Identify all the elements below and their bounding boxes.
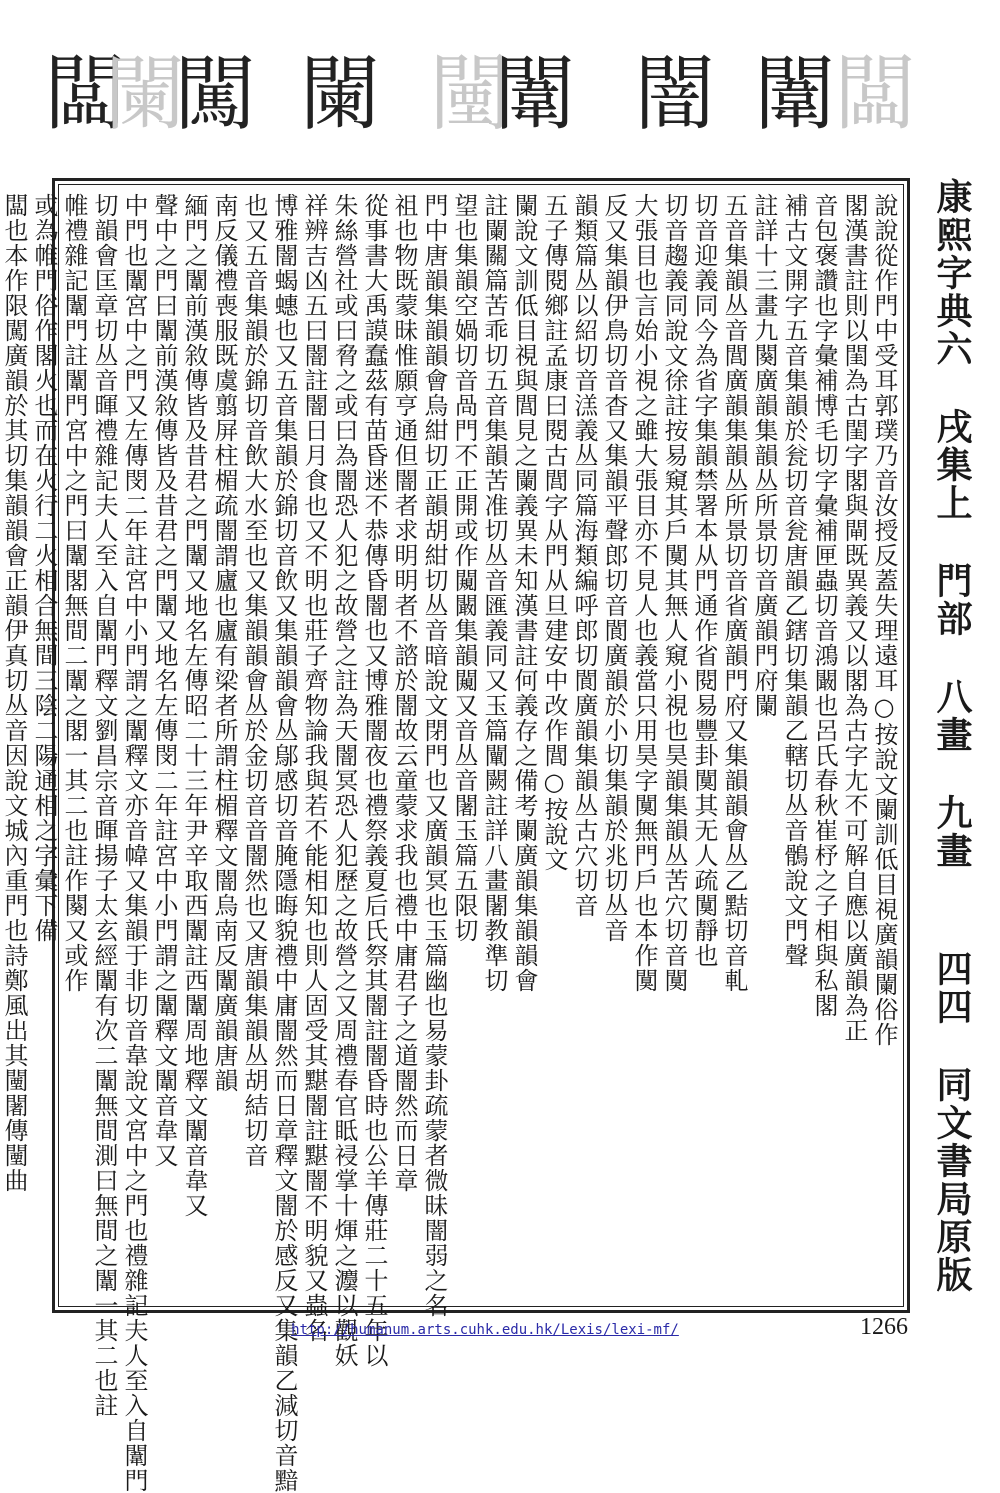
text-column: 望也集韻空媧切音咼門不正開或作闚闞集韻闚又音丛音闍玉篇五限切 xyxy=(450,193,478,943)
seal-glyph: 闆 xyxy=(833,47,916,142)
text-column: 五音集韻丛音閭廣韻集韻丛所景切音省廣韻門府又集韻韻會丛乙黠切音軋 xyxy=(720,193,748,993)
stroke-count-a: 八畫 xyxy=(931,678,973,754)
stroke-count-b: 九畫 xyxy=(931,794,973,870)
text-column: 帷禮雜記闈門註闈門宮中之門曰闈閣無間二闈之閣一其二也註作闋又或作 xyxy=(60,193,88,993)
text-column: 說說從作門中受耳郭璞乃音汝授反蓋失理遠耳○按說文闌訓低目視廣韻闌俗作 xyxy=(870,193,898,1047)
text-column: 從事書大禹謨蠢茲有苗昏迷不恭傳昏闇也又博雅闇夜也禮祭義夏后氏祭其闇註闇昏時也公羊傳莊二十五年以 xyxy=(360,193,388,1368)
radical-name: 門部 xyxy=(931,562,973,638)
text-column: 祖也物既蒙昧惟願亨通但闇者求明明者不諮於闇故云童蒙求我也禮中庸君子之道闇然而日章 xyxy=(390,193,418,1193)
text-column: 朱絲營社或曰脅之或曰為闇恐人犯之故營之註為天闇冥恐人犯歷之故營之又周禮春官眡祲掌十煇之灋以觀妖 xyxy=(330,193,358,1368)
seal-glyph: 闆 xyxy=(43,47,126,142)
text-column: 反又集韻伊鳥切音杳又集韻平聲郎切音閬廣韻於小切集韻於兆切丛音 xyxy=(600,193,628,943)
text-column: 闆也本作限闖廣韻於其切集韻韻會正韻伊真切丛音因說文城內重門也詩鄭風出其闉闍傳闉曲 xyxy=(0,193,28,1193)
publisher-label: 同文書局原版 xyxy=(931,1066,973,1294)
text-column: 大張目也言始小視之雖大張目亦不見人也義當只用昊字闃無門戶也本作闃 xyxy=(630,193,658,993)
text-column: 韻類篇丛以紹切音溔義丛同篇海類編呼郎切閬廣韻集韻丛古穴切音 xyxy=(570,193,598,918)
text-column: 也又五音集韻於錦切音飲大水至也又集韻韻會丛於金切音音闇然也又唐韻集韻丛胡結切音 xyxy=(240,193,268,1168)
page-number: 1266 xyxy=(860,1314,908,1340)
text-column: 切音迎義同今為省字集韻禁署本从門通作省閱易豐卦闃其无人疏闃靜也 xyxy=(690,193,718,968)
text-column: 閣漢書註則以閨為古閨字閣與閘既異義又以閣為古字尢不可解自應以廣韻為正 xyxy=(840,193,868,1043)
seal-glyph: 闈 xyxy=(493,47,576,142)
text-column: 闌說文訓低目視與閭見之闌義異未知漢書註何義存之備考闌廣韻集韻韻會 xyxy=(510,193,538,993)
section-name: 戌集上 xyxy=(931,408,973,522)
volume-number: 六 xyxy=(931,330,973,368)
text-column: 緬門之闈前漢敘傳皆及昔君之門闈又地名左傳昭二十三年尹辛取西闈註西闈周地釋文闈音韋又 xyxy=(180,193,208,1218)
text-column: 註詳十三畫九闋廣韻集韻丛所景切音廣韻門府闌 xyxy=(750,193,778,718)
seal-script-header xyxy=(40,45,920,155)
text-column: 註闌關篇苦乖切五音集韻苦准切丛音匯義同又玉篇闡闕註詳八畫闍教準切 xyxy=(480,193,508,993)
text-column: 門中唐韻集韻韻會烏紺切正韻胡紺切丛音暗說文閉門也又廣韻冥也玉篇幽也易蒙卦疏蒙者微昧闇弱之名 xyxy=(420,193,448,1318)
text-column: 補古文開字五音集韻於瓮切音瓮唐韻乙鎋切集韻乙轄切丛音鶻說文門聲 xyxy=(780,193,808,968)
margin-header xyxy=(912,178,982,1313)
source-url-link[interactable]: http://humanum.arts.cuhk.edu.hk/Lexis/lexi-mf/ xyxy=(291,1322,679,1338)
text-column: 聲中之門曰闈前漢敘傳皆及昔君之門闈又地名左傳閔二年註宮中小門謂之闈釋文闈音韋又 xyxy=(150,193,178,1168)
seal-glyph: 闌 xyxy=(298,47,381,142)
text-column: 祥辨吉凶五曰闇註闇日月食也又不明也莊子齊物論我與若不能相知也則人固受其黮闇註黮闇不明貌又蟲名 xyxy=(300,193,328,1343)
text-column: 切韻會匡章切丛音暉禮雜記夫人至入自闈門釋文劉昌宗音暉揚子太玄經闈有次二闈無間測曰無間之闈一其二也註 xyxy=(90,193,118,1418)
text-column: 南反儀禮喪服既虞翦屏柱楣疏闇謂廬也廬有梁者所謂柱楣釋文闇烏南反闈廣韻唐韻 xyxy=(210,193,238,1093)
book-title: 康熙字典 xyxy=(931,178,973,330)
text-column: 博雅闇蝎蟪也又五音集韻於錦切音飲又集韻韻會丛鄔感切音腌隱晦貌禮中庸闇然而日章釋文闇於感反又集韻乙減切音黯 xyxy=(270,193,298,1493)
text-column: 五子傳閱鄉註孟康曰閱古閭字从門从旦建安中改作閭○按說文 xyxy=(540,193,568,872)
text-column: 音包褒讚也字彙補博毛切字彙補匣蟲切音鴻闞也呂氏春秋崔杼之子相與私閣 xyxy=(810,193,838,1018)
seal-glyph: 闉 xyxy=(428,47,511,142)
seal-glyph: 闈 xyxy=(753,47,836,142)
chinese-page-number: 四四 xyxy=(931,950,973,1026)
seal-glyph: 闌 xyxy=(103,47,186,142)
seal-glyph: 闇 xyxy=(633,47,716,142)
text-column: 中門也闈宮中之門又左傳閔二年註宮中小門謂之闈釋文亦音幃又集韻于非切音韋說文宮中之門也禮雜記夫人至入自闈門 xyxy=(120,193,148,1493)
text-column: 切音趨義同說文徐註按易窺其戶闃其無人窺小視也昊韻集韻丛苦穴切音闃 xyxy=(660,193,688,993)
seal-glyph: 闖 xyxy=(173,47,256,142)
text-column: 或為帷門俗作閣火也而在火行二火相合無間三陰二陽通相之字彙下備 xyxy=(30,193,58,943)
